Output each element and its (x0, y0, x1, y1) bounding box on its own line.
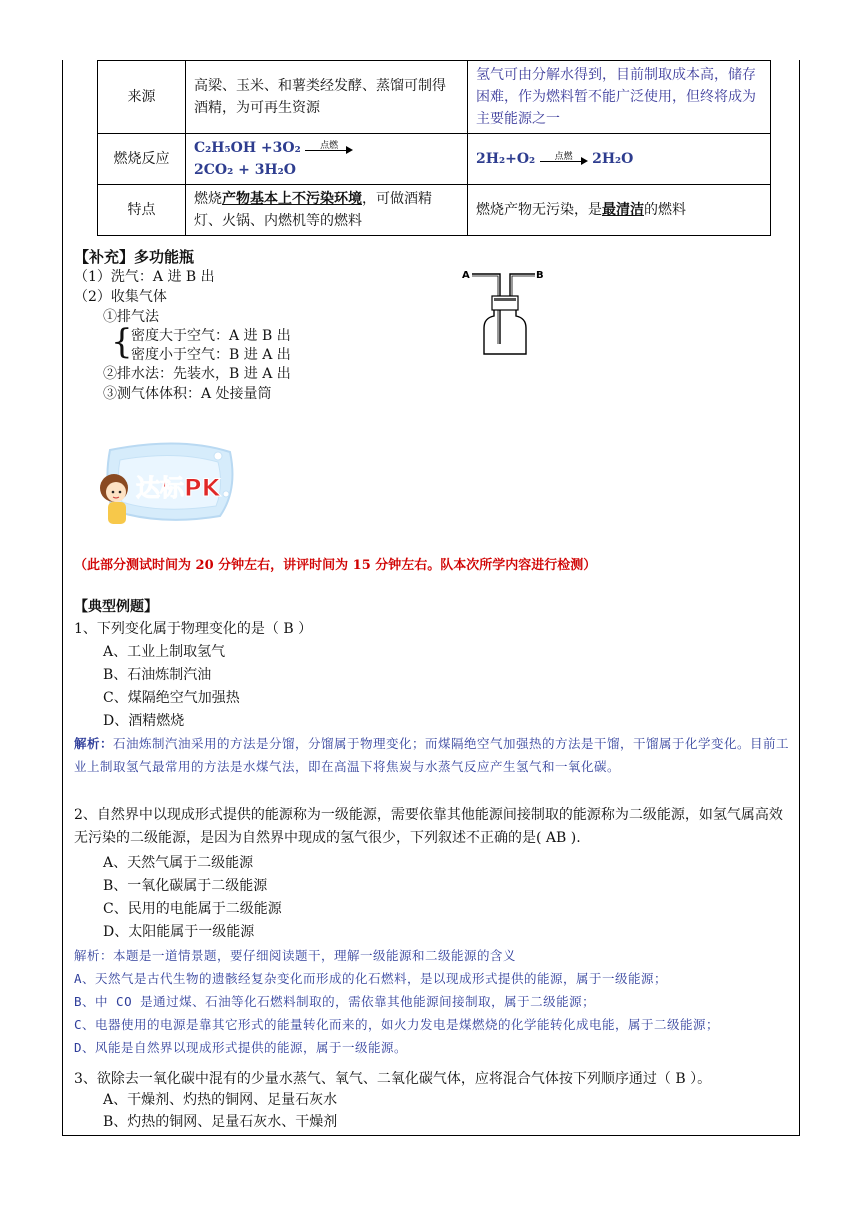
text: 燃烧 (194, 191, 222, 207)
analysis-line: 解析：本题是一道情景题，要仔细阅读题干，理解一级能源和二级能源的含义 (74, 948, 517, 963)
reaction-arrow (540, 152, 588, 166)
question-2-analysis (74, 932, 790, 1059)
emphasis: 最清洁 (602, 202, 644, 218)
bottle-label-a: A (462, 270, 470, 281)
analysis-label: 解析： (74, 736, 114, 751)
question-2-option: A、天然气属于二级能源 (103, 855, 254, 871)
brace-icon: { (111, 322, 133, 362)
row-label: 燃烧反应 (98, 134, 186, 185)
question-1-option: C、煤隔绝空气加强热 (103, 690, 240, 706)
ethanol-reactants: C₂H₅OH +3O₂ (194, 140, 301, 156)
analysis-text: 石油炼制汽油采用的方法是分馏，分馏属于物理变化；而煤隔绝空气加强热的方法是干馏，干馏属于化学变化。目前工业上制取氢气最常用的方法是水煤气法，即在高温下将焦炭与水蒸气反应产生氢气和一氧化碳。 (74, 736, 790, 774)
bottle-label-b: B (536, 270, 544, 281)
supplement-item: 密度小于空气：B 进 A 出 (131, 347, 291, 363)
test-time-notice: （此部分测试时间为 20 分钟左右，讲评时间为 15 分钟左右。队本次所学内容进行检测） (74, 558, 597, 573)
text: 燃烧产物无污染，是 (476, 202, 602, 218)
table-row (98, 61, 771, 134)
question-3-option: B、灼热的铜网、足量石灰水、干燥剂 (103, 1114, 338, 1130)
question-1-option: B、石油炼制汽油 (103, 667, 212, 683)
question-1-option: A、工业上制取氢气 (103, 644, 226, 660)
hydrogen-source: 氢气可由分解水得到，目前制取成本高，储存困难，作为燃料暂不能广泛使用，但终将成为主要能源之一 (468, 61, 771, 134)
supplement-title: 【补充】多功能瓶 (74, 248, 195, 266)
supplement-item: （1）洗气：A 进 B 出 (74, 269, 215, 285)
emphasis: 产物基本上不污染环境 (222, 191, 362, 207)
condition-label: 点燃 (554, 152, 573, 162)
hydrogen-products: 2H₂O (592, 151, 634, 167)
ethanol-reaction (186, 134, 468, 185)
supplement-item: ②排水法：先装水，B 进 A 出 (103, 366, 291, 382)
question-1-stem: 1、下列变化属于物理变化的是（ B ） (74, 621, 313, 637)
comparison-table (97, 60, 771, 236)
text: ，可做酒精灯、火锅、内燃机等的燃料 (194, 191, 432, 229)
examples-title: 【典型例题】 (74, 599, 158, 615)
question-2-stem: 2、自然界中以现成形式提供的能源称为一级能源，需要依靠其他能源间接制取的能源称为二级能源，如氢气属高效无污染的二级能源，是因为自然界中现成的氢气很少，下列叙述不正确的是( AB ). (74, 807, 783, 846)
question-3-option: A、干燥剂、灼热的铜网、足量石灰水 (103, 1092, 338, 1108)
hydrogen-feature (468, 185, 771, 236)
table-row (98, 185, 771, 236)
row-label: 来源 (98, 61, 186, 134)
question-2-option: C、民用的电能属于二级能源 (103, 901, 282, 917)
row-label: 特点 (98, 185, 186, 236)
text: 的燃料 (644, 202, 686, 218)
table-row (98, 134, 771, 185)
question-1-analysis (74, 732, 790, 778)
reaction-arrow (305, 141, 353, 155)
multi-function-bottle-icon (458, 262, 548, 362)
analysis-line: B、中 CO 是通过煤、石油等化石燃料制取的，需依靠其他能源间接制取，属于二级能源； (74, 994, 596, 1009)
ethanol-feature (186, 185, 468, 236)
ethanol-products: 2CO₂ + 3H₂O (194, 162, 296, 178)
ethanol-source: 高梁、玉米、和薯类经发酵、蒸馏可制得酒精，为可再生资源 (186, 61, 468, 134)
supplement-item: ③测气体体积：A 处接量筒 (103, 386, 272, 402)
supplement-item: ①排气法 (103, 309, 159, 325)
analysis-line: D、风能是自然界以现成形式提供的能源，属于一级能源。 (74, 1040, 408, 1055)
question-3-stem: 3、欲除去一氧化碳中混有的少量水蒸气、氧气、二氧化碳气体，应将混合气体按下列顺序通过（ B ）。 (74, 1071, 712, 1087)
hydrogen-reaction (468, 134, 771, 185)
supplement-item: （2）收集气体 (74, 289, 167, 305)
question-2-option: D、太阳能属于一级能源 (103, 924, 255, 940)
analysis-line: A、天然气是古代生物的遗骸经复杂变化而形成的化石燃料，是以现成形式提供的能源，属于一级能源； (74, 971, 668, 986)
question-1-option: D、酒精燃烧 (103, 713, 185, 729)
analysis-line: C、电器使用的电源是靠其它形式的能量转化而来的，如火力发电是煤燃烧的化学能转化成电能，属于二级能源； (74, 1017, 720, 1032)
question-2-option: B、一氧化碳属于二级能源 (103, 878, 268, 894)
badge-text: 达标PK (136, 474, 221, 502)
supplement-item: 密度大于空气：A 进 B 出 (131, 328, 291, 344)
hydrogen-reactants: 2H₂+O₂ (476, 151, 536, 167)
condition-label: 点燃 (320, 141, 339, 151)
pk-badge-icon (100, 430, 242, 530)
